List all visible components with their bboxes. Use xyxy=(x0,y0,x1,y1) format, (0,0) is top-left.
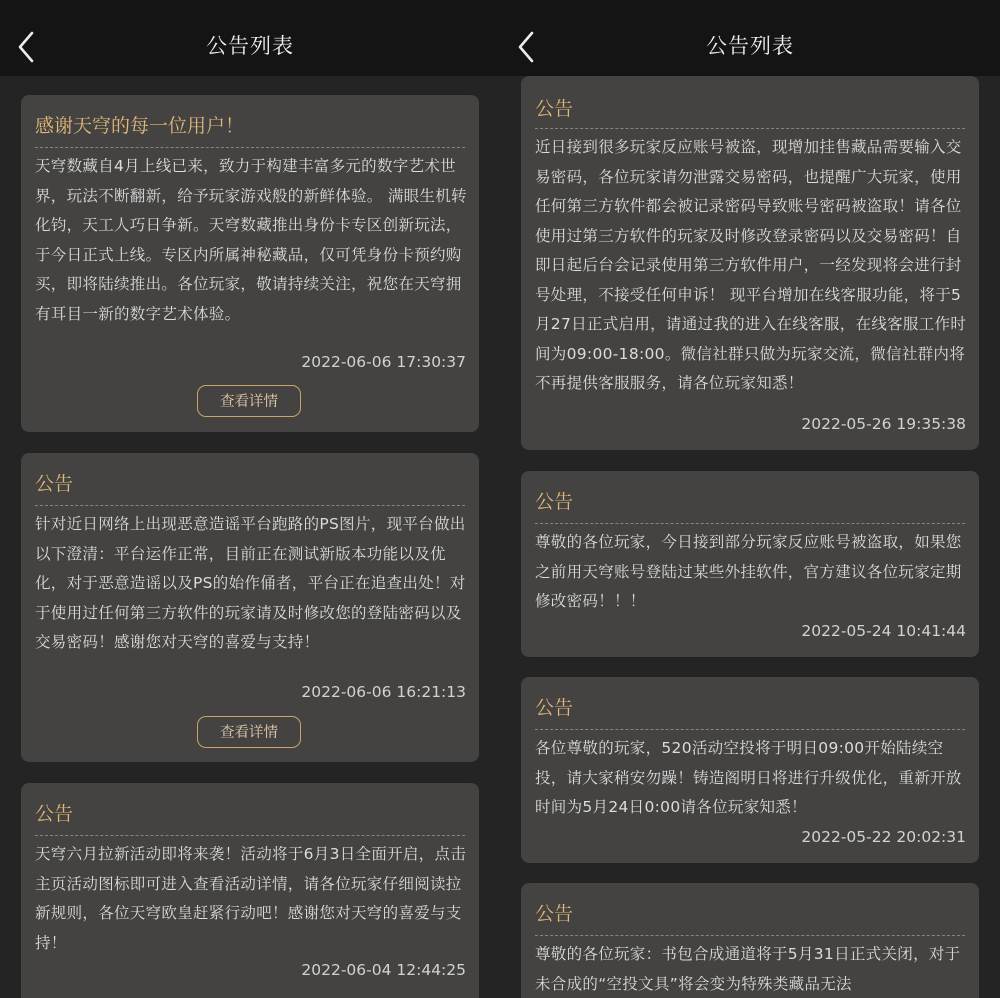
page-title: 公告列表 xyxy=(206,34,294,58)
nav-bar xyxy=(500,0,1000,76)
notice-card[interactable] xyxy=(21,95,479,432)
notice-timestamp: 2022-06-04 12:44:25 xyxy=(301,961,466,979)
notice-card[interactable] xyxy=(521,883,979,998)
dashed-divider xyxy=(535,523,965,524)
notice-body: 近日接到很多玩家反应账号被盗，现增加挂售藏品需要输入交易密码，各位玩家请勿泄露交易密码，也提醒广大玩家，使用任何第三方软件都会被记录密码导致账号密码被盗取！请各位使用过第三方软件的玩家及时修改登录密码以及交易密码！自即日起后台会记录使用第三方软件用户，一经发现将会进行封号处理，不接受任何申诉！ 现平台增加在线客服功能，将于5月27日正式启用，请通过我的进入在线客服，在线客服工作时间为09:00-18:00。微信社群只做为玩家交流，微信社群内将不再提供客服服务，请各位玩家知悉！ xyxy=(535,138,967,392)
view-details-button[interactable]: 查看详情 xyxy=(197,385,301,417)
notice-title: 公告 xyxy=(535,697,574,719)
notice-title: 感谢天穹的每一位用户！ xyxy=(35,115,245,137)
dashed-divider xyxy=(35,505,465,506)
notice-timestamp: 2022-05-24 10:41:44 xyxy=(801,622,966,640)
notice-title: 公告 xyxy=(35,473,74,495)
view-details-button[interactable]: 查看详情 xyxy=(197,716,301,748)
dashed-divider xyxy=(535,935,965,936)
notice-card[interactable] xyxy=(521,677,979,863)
notice-timestamp: 2022-06-06 17:30:37 xyxy=(301,353,466,371)
notice-body: 尊敬的各位玩家，今日接到部分玩家反应账号被盗取，如果您之前用天穹账号登陆过某些外挂软件，官方建议各位玩家定期修改密码！！！ xyxy=(535,533,962,610)
nav-bar xyxy=(0,0,500,76)
notice-title: 公告 xyxy=(535,903,574,925)
page-title: 公告列表 xyxy=(706,34,794,58)
notice-body: 针对近日网络上出现恶意造谣平台跑路的PS图片，现平台做出以下澄清：平台运作正常，目前正在测试新版本功能以及优化，对于恶意造谣以及PS的始作俑者，平台正在追查出处！对于使用过任何第三方软件的玩家请及时修改您的登陆密码以及交易密码！感谢您对天穹的喜爱与支持！ xyxy=(35,515,466,651)
notice-body: 天穹六月拉新活动即将来袭！活动将于6月3日全面开启，点击主页活动图标即可进入查看活动详情，请各位玩家仔细阅读拉新规则，各位天穹欧皇赶紧行动吧！感谢您对天穹的喜爱与支持！ xyxy=(35,845,467,952)
notice-timestamp: 2022-06-06 16:21:13 xyxy=(301,683,466,701)
dashed-divider xyxy=(35,147,465,148)
notice-title: 公告 xyxy=(535,98,574,120)
notice-title: 公告 xyxy=(535,491,574,513)
dashed-divider xyxy=(535,128,965,129)
notice-card[interactable] xyxy=(521,76,979,450)
right-screen xyxy=(500,0,1000,998)
notice-card[interactable] xyxy=(21,783,479,998)
notice-body: 天穹数藏自4月上线已来，致力于构建丰富多元的数字艺术世界，玩法不断翻新，给予玩家游戏般的新鲜体验。 满眼生机转化钧，天工人巧日争新。天穹数藏推出身份卡专区创新玩法，于今日正式上线。专区内所属神秘藏品，仅可凭身份卡预约购买，即将陆续推出。各位玩家，敬请持续关注，祝您在天穹拥有耳目一新的数字艺术体验。 xyxy=(35,157,467,323)
notice-timestamp: 2022-05-22 20:02:31 xyxy=(801,828,966,846)
dashed-divider xyxy=(535,729,965,730)
notice-body: 尊敬的各位玩家：书包合成通道将于5月31日正式关闭，对于未合成的“空投文具”将会变为特殊类藏品无法 xyxy=(535,945,961,993)
notice-card[interactable] xyxy=(521,471,979,657)
dashed-divider xyxy=(35,835,465,836)
notice-title: 公告 xyxy=(35,803,74,825)
notice-card[interactable] xyxy=(21,453,479,762)
notice-timestamp: 2022-05-26 19:35:38 xyxy=(801,415,966,433)
notice-body: 各位尊敬的玩家，520活动空投将于明日09:00开始陆续空投，请大家稍安勿躁！铸造阁明日将进行升级优化，重新开放时间为5月24日0:00请各位玩家知悉！ xyxy=(535,739,962,816)
